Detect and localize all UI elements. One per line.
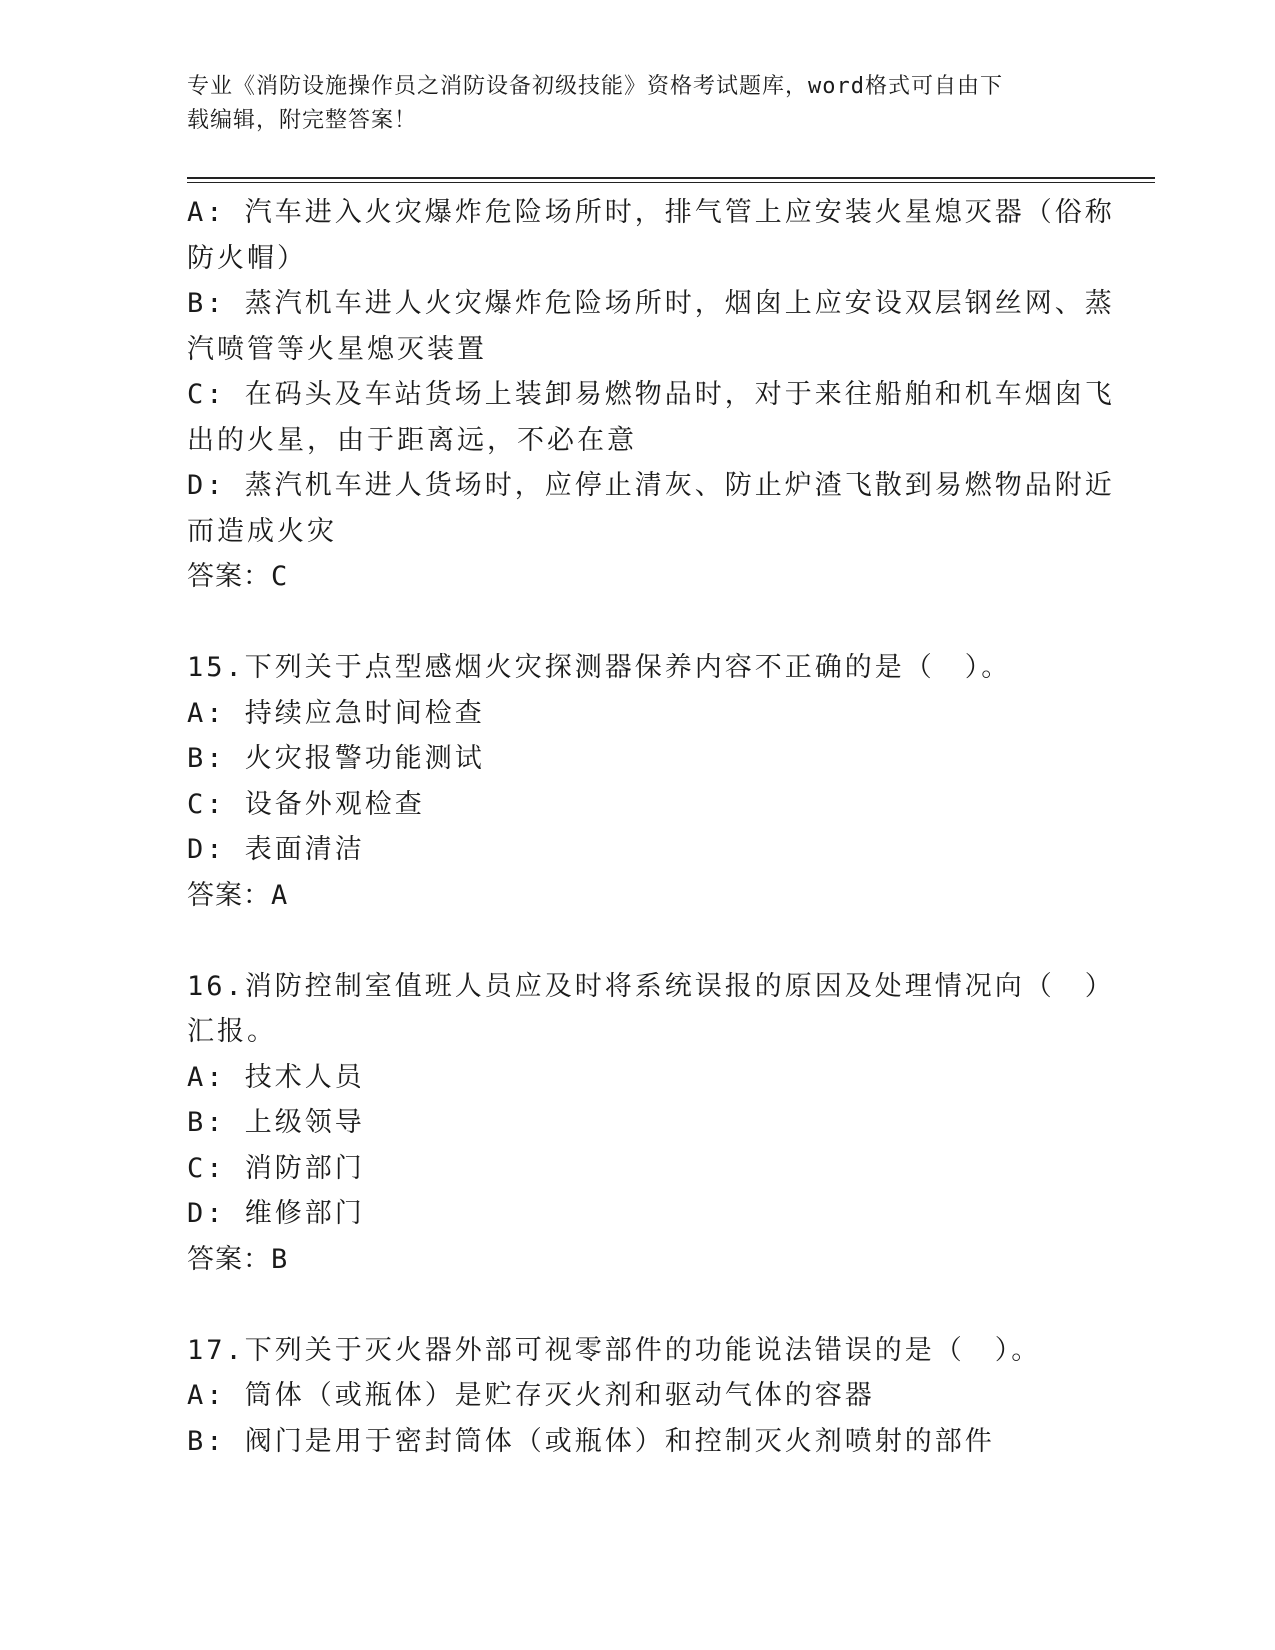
option-a: A: 技术人员 [187, 1061, 365, 1093]
header-line-2: 载编辑，附完整答案！ [187, 108, 418, 133]
question-stem-cont: 汇报。 [187, 1016, 277, 1047]
answer-line: 答案：B [187, 1243, 289, 1275]
header-divider-thin [187, 182, 1155, 183]
option-a-cont: 防火帽） [187, 242, 307, 274]
option-c: C: 消防部门 [187, 1152, 365, 1184]
option-b: B: 蒸汽机车进人火灾爆炸危险场所时，烟囱上应安设双层钢丝网、蒸 [187, 288, 1115, 319]
question-stem: 15.下列关于点型感烟火灾探测器保养内容不正确的是（ ）。 [187, 652, 1012, 683]
option-d: D: 表面清洁 [187, 834, 365, 865]
option-d: D: 维修部门 [187, 1198, 365, 1229]
option-d-cont: 而造成火灾 [187, 515, 337, 547]
question-stem: 16.消防控制室值班人员应及时将系统误报的原因及处理情况向（ ） [187, 970, 1115, 1002]
option-a: A: 持续应急时间检查 [187, 697, 485, 729]
answer-line: 答案：C [187, 561, 289, 592]
question-17 [187, 1328, 1087, 1465]
option-d: D: 蒸汽机车进人货场时，应停止清灰、防止炉渣飞散到易燃物品附近 [187, 470, 1115, 501]
option-c-cont: 出的火星，由于距离远，不必在意 [187, 424, 637, 456]
answer-line: 答案：A [187, 879, 289, 911]
option-c: C: 在码头及车站货场上装卸易燃物品时，对于来往船舶和机车烟囱飞 [187, 379, 1115, 410]
prev-question [187, 190, 1115, 600]
document-header [187, 70, 1067, 138]
question-stem: 17.下列关于灭火器外部可视零部件的功能说法错误的是（ ）。 [187, 1334, 1042, 1366]
option-b: B: 上级领导 [187, 1107, 365, 1138]
header-line-1: 专业《消防设施操作员之消防设备初级技能》资格考试题库，word格式可自由下 [187, 74, 1003, 99]
option-b: B: 火灾报警功能测试 [187, 743, 485, 774]
option-a: A: 汽车进入火灾爆炸危险场所时，排气管上应安装火星熄灭器（俗称 [187, 197, 1115, 228]
option-b-cont: 汽喷管等火星熄灭装置 [187, 333, 487, 365]
option-b: B: 阀门是用于密封筒体（或瓶体）和控制灭火剂喷射的部件 [187, 1425, 995, 1457]
question-15 [187, 645, 1087, 918]
question-16 [187, 964, 1115, 1283]
question-content [187, 190, 1115, 1464]
option-c: C: 设备外观检查 [187, 788, 425, 820]
option-a: A: 筒体（或瓶体）是贮存灭火剂和驱动气体的容器 [187, 1380, 875, 1411]
header-divider-thick [187, 177, 1155, 179]
